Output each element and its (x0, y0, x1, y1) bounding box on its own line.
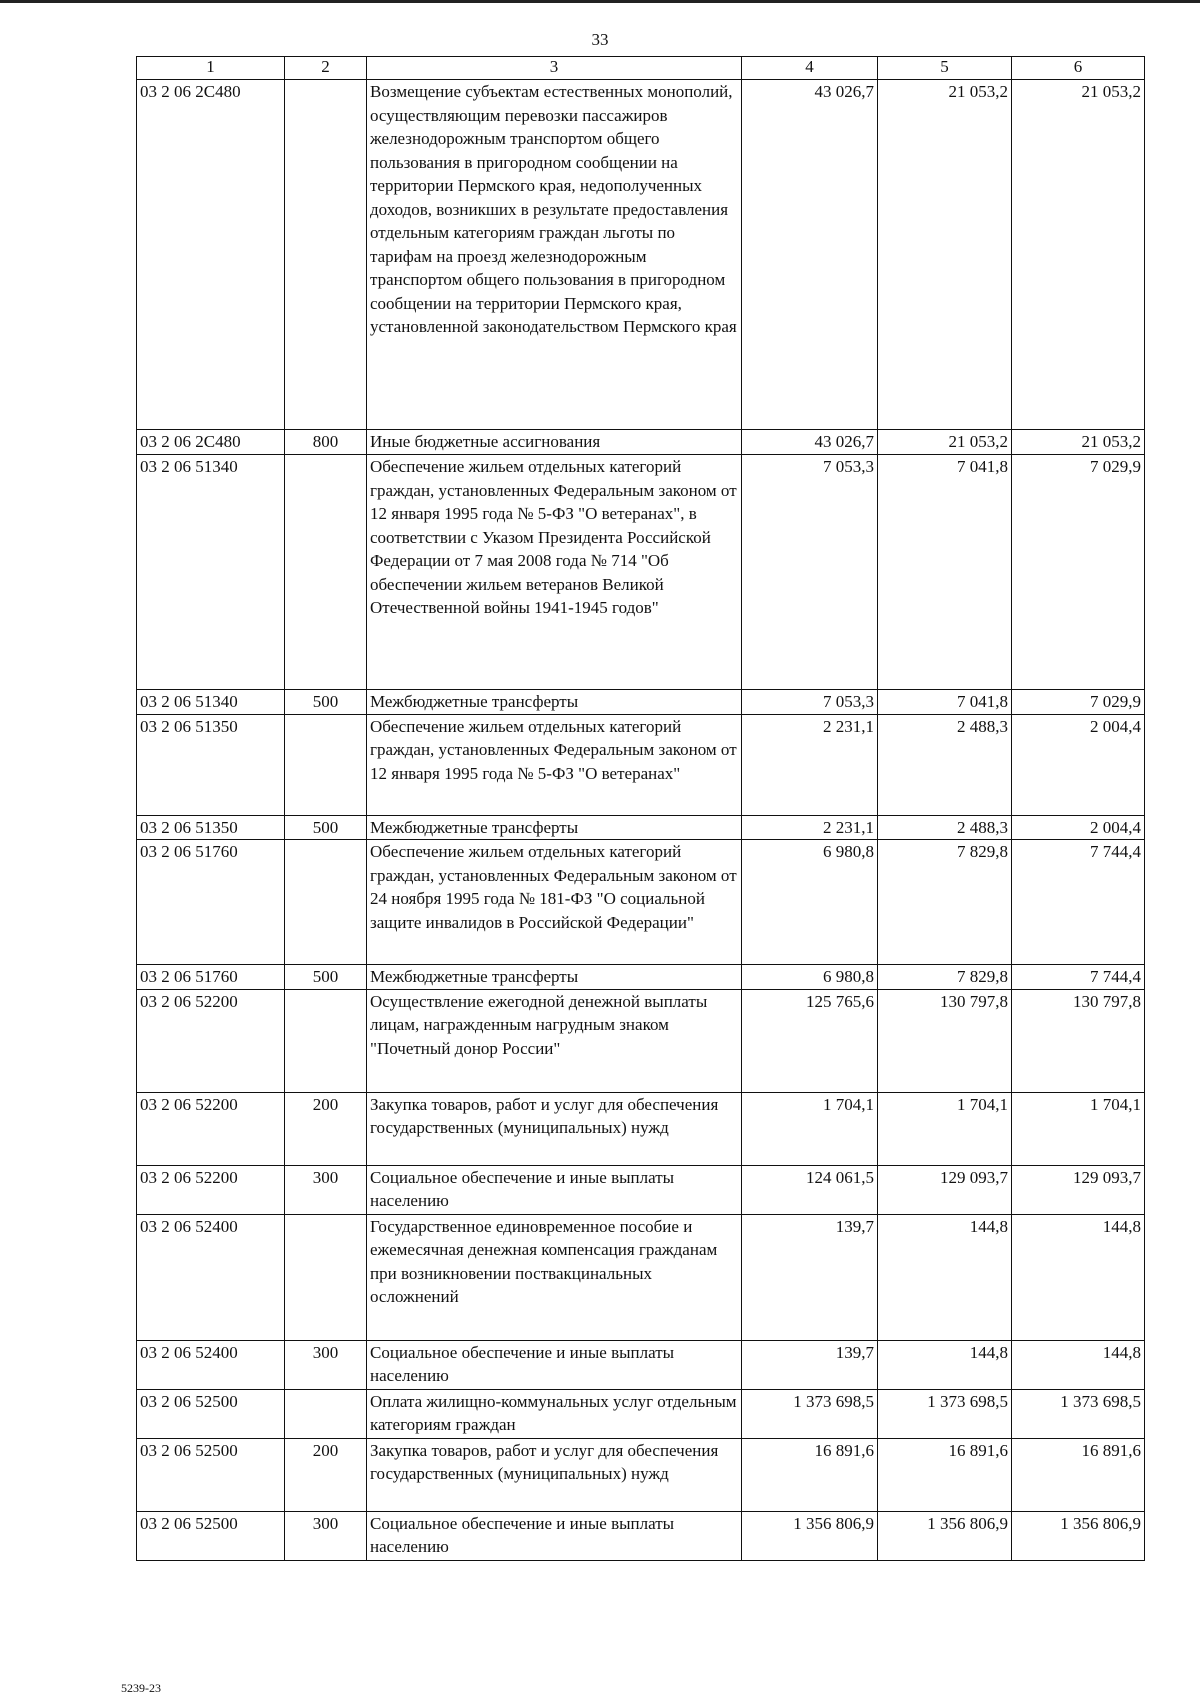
description-cell: Осуществление ежегодной денежной выплаты лицам, награжденным нагрудным знаком "Почетный донор России" (367, 989, 742, 1092)
amount-col-4-cell: 124 061,5 (742, 1165, 878, 1214)
budget-code-cell: 03 2 06 51350 (137, 815, 285, 840)
expense-type-cell: 500 (285, 690, 367, 715)
header-col-2: 2 (285, 57, 367, 80)
description-cell: Возмещение субъектам естественных монополий, осуществляющим перевозки пассажиров железнодорожным транспортом общего пользования в пригородном сообщении на территории Пермского края, недополученных доходов, возникших в результате предоставления отдельным категориям граждан льготы по тарифам на проезд железнодорожным транспортом общего пользования в пригородном сообщении на территории Пермского края, установленной законодательством Пермского края (367, 80, 742, 430)
page-number: 33 (591, 30, 609, 49)
amount-col-6-cell: 144,8 (1012, 1340, 1145, 1389)
amount-col-5-cell: 7 041,8 (878, 690, 1012, 715)
amount-col-6-cell: 2 004,4 (1012, 815, 1145, 840)
table-row (137, 1165, 1145, 1214)
amount-col-4-cell: 2 231,1 (742, 714, 878, 815)
amount-col-4-cell: 1 704,1 (742, 1092, 878, 1165)
budget-code-cell: 03 2 06 52400 (137, 1340, 285, 1389)
table-row (137, 815, 1145, 840)
amount-col-6-cell: 7 744,4 (1012, 965, 1145, 990)
budget-code-cell: 03 2 06 52500 (137, 1511, 285, 1560)
amount-col-5-cell: 2 488,3 (878, 714, 1012, 815)
amount-col-5-cell: 1 356 806,9 (878, 1511, 1012, 1560)
table-row (137, 430, 1145, 455)
table-body (137, 80, 1145, 1561)
amount-col-4-cell: 1 356 806,9 (742, 1511, 878, 1560)
amount-col-4-cell: 139,7 (742, 1214, 878, 1340)
expense-type-cell: 500 (285, 965, 367, 990)
table-row (137, 690, 1145, 715)
description-cell: Социальное обеспечение и иные выплаты населению (367, 1511, 742, 1560)
budget-table (136, 56, 1145, 1561)
amount-col-4-cell: 7 053,3 (742, 455, 878, 690)
description-cell: Обеспечение жильем отдельных категорий граждан, установленных Федеральным законом от 24 ноября 1995 года № 181-ФЗ "О социальной защите инвалидов в Российской Федерации" (367, 840, 742, 965)
amount-col-5-cell: 144,8 (878, 1214, 1012, 1340)
amount-col-5-cell: 21 053,2 (878, 430, 1012, 455)
amount-col-4-cell: 6 980,8 (742, 840, 878, 965)
budget-code-cell: 03 2 06 51760 (137, 840, 285, 965)
amount-col-6-cell: 7 029,9 (1012, 690, 1145, 715)
expense-type-cell (285, 1389, 367, 1438)
expense-type-cell (285, 714, 367, 815)
header-col-6: 6 (1012, 57, 1145, 80)
amount-col-4-cell: 6 980,8 (742, 965, 878, 990)
expense-type-cell: 200 (285, 1438, 367, 1511)
table-row (137, 1092, 1145, 1165)
amount-col-5-cell: 2 488,3 (878, 815, 1012, 840)
expense-type-cell: 500 (285, 815, 367, 840)
header-col-1: 1 (137, 57, 285, 80)
budget-code-cell: 03 2 06 51350 (137, 714, 285, 815)
amount-col-4-cell: 139,7 (742, 1340, 878, 1389)
amount-col-6-cell: 129 093,7 (1012, 1165, 1145, 1214)
expense-type-cell: 300 (285, 1165, 367, 1214)
amount-col-5-cell: 16 891,6 (878, 1438, 1012, 1511)
budget-code-cell: 03 2 06 52500 (137, 1389, 285, 1438)
header-col-4: 4 (742, 57, 878, 80)
amount-col-5-cell: 1 704,1 (878, 1092, 1012, 1165)
amount-col-4-cell: 43 026,7 (742, 430, 878, 455)
amount-col-6-cell: 7 744,4 (1012, 840, 1145, 965)
amount-col-5-cell: 129 093,7 (878, 1165, 1012, 1214)
description-cell: Обеспечение жильем отдельных категорий граждан, установленных Федеральным законом от 12 января 1995 года № 5-ФЗ "О ветеранах" (367, 714, 742, 815)
amount-col-5-cell: 21 053,2 (878, 80, 1012, 430)
description-cell: Межбюджетные трансферты (367, 965, 742, 990)
table-row (137, 1214, 1145, 1340)
amount-col-6-cell: 2 004,4 (1012, 714, 1145, 815)
description-cell: Оплата жилищно-коммунальных услуг отдельным категориям граждан (367, 1389, 742, 1438)
expense-type-cell (285, 840, 367, 965)
header-col-3: 3 (367, 57, 742, 80)
budget-code-cell: 03 2 06 52200 (137, 1092, 285, 1165)
amount-col-5-cell: 7 829,8 (878, 965, 1012, 990)
description-cell: Закупка товаров, работ и услуг для обеспечения государственных (муниципальных) нужд (367, 1438, 742, 1511)
amount-col-4-cell: 2 231,1 (742, 815, 878, 840)
table-row (137, 714, 1145, 815)
amount-col-4-cell: 125 765,6 (742, 989, 878, 1092)
description-cell: Иные бюджетные ассигнования (367, 430, 742, 455)
expense-type-cell (285, 455, 367, 690)
header-col-5: 5 (878, 57, 1012, 80)
amount-col-4-cell: 7 053,3 (742, 690, 878, 715)
budget-code-cell: 03 2 06 2С480 (137, 80, 285, 430)
amount-col-6-cell: 7 029,9 (1012, 455, 1145, 690)
budget-code-cell: 03 2 06 52200 (137, 1165, 285, 1214)
table-row (137, 1511, 1145, 1560)
expense-type-cell: 800 (285, 430, 367, 455)
description-cell: Межбюджетные трансферты (367, 815, 742, 840)
amount-col-4-cell: 16 891,6 (742, 1438, 878, 1511)
amount-col-6-cell: 1 704,1 (1012, 1092, 1145, 1165)
amount-col-6-cell: 21 053,2 (1012, 80, 1145, 430)
document-code: 5239-23 (121, 1681, 161, 1695)
expense-type-cell: 300 (285, 1340, 367, 1389)
amount-col-4-cell: 1 373 698,5 (742, 1389, 878, 1438)
table-row (137, 840, 1145, 965)
description-cell: Социальное обеспечение и иные выплаты населению (367, 1165, 742, 1214)
amount-col-6-cell: 144,8 (1012, 1214, 1145, 1340)
description-cell: Межбюджетные трансферты (367, 690, 742, 715)
table-row (137, 1340, 1145, 1389)
amount-col-5-cell: 1 373 698,5 (878, 1389, 1012, 1438)
amount-col-6-cell: 16 891,6 (1012, 1438, 1145, 1511)
table-row (137, 1438, 1145, 1511)
expense-type-cell (285, 80, 367, 430)
table-row (137, 1389, 1145, 1438)
expense-type-cell (285, 1214, 367, 1340)
table-row (137, 989, 1145, 1092)
table-row (137, 80, 1145, 430)
budget-code-cell: 03 2 06 2С480 (137, 430, 285, 455)
table-row (137, 455, 1145, 690)
description-cell: Обеспечение жильем отдельных категорий граждан, установленных Федеральным законом от 12 января 1995 года № 5-ФЗ "О ветеранах", в соответствии с Указом Президента Российской Федерации от 7 мая 2008 года № 714 "Об обеспечении жильем ветеранов Великой Отечественной войны 1941-1945 годов" (367, 455, 742, 690)
amount-col-5-cell: 7 829,8 (878, 840, 1012, 965)
expense-type-cell (285, 989, 367, 1092)
amount-col-5-cell: 7 041,8 (878, 455, 1012, 690)
budget-code-cell: 03 2 06 52400 (137, 1214, 285, 1340)
budget-code-cell: 03 2 06 52500 (137, 1438, 285, 1511)
header-row (137, 57, 1145, 80)
amount-col-5-cell: 144,8 (878, 1340, 1012, 1389)
amount-col-6-cell: 1 356 806,9 (1012, 1511, 1145, 1560)
expense-type-cell: 200 (285, 1092, 367, 1165)
amount-col-6-cell: 1 373 698,5 (1012, 1389, 1145, 1438)
amount-col-6-cell: 130 797,8 (1012, 989, 1145, 1092)
top-border (0, 0, 1200, 3)
table-row (137, 965, 1145, 990)
description-cell: Государственное единовременное пособие и ежемесячная денежная компенсация гражданам при возникновении поствакцинальных осложнений (367, 1214, 742, 1340)
amount-col-6-cell: 21 053,2 (1012, 430, 1145, 455)
amount-col-5-cell: 130 797,8 (878, 989, 1012, 1092)
description-cell: Социальное обеспечение и иные выплаты населению (367, 1340, 742, 1389)
expense-type-cell: 300 (285, 1511, 367, 1560)
description-cell: Закупка товаров, работ и услуг для обеспечения государственных (муниципальных) нужд (367, 1092, 742, 1165)
budget-code-cell: 03 2 06 51760 (137, 965, 285, 990)
budget-code-cell: 03 2 06 51340 (137, 455, 285, 690)
amount-col-4-cell: 43 026,7 (742, 80, 878, 430)
budget-code-cell: 03 2 06 51340 (137, 690, 285, 715)
budget-code-cell: 03 2 06 52200 (137, 989, 285, 1092)
